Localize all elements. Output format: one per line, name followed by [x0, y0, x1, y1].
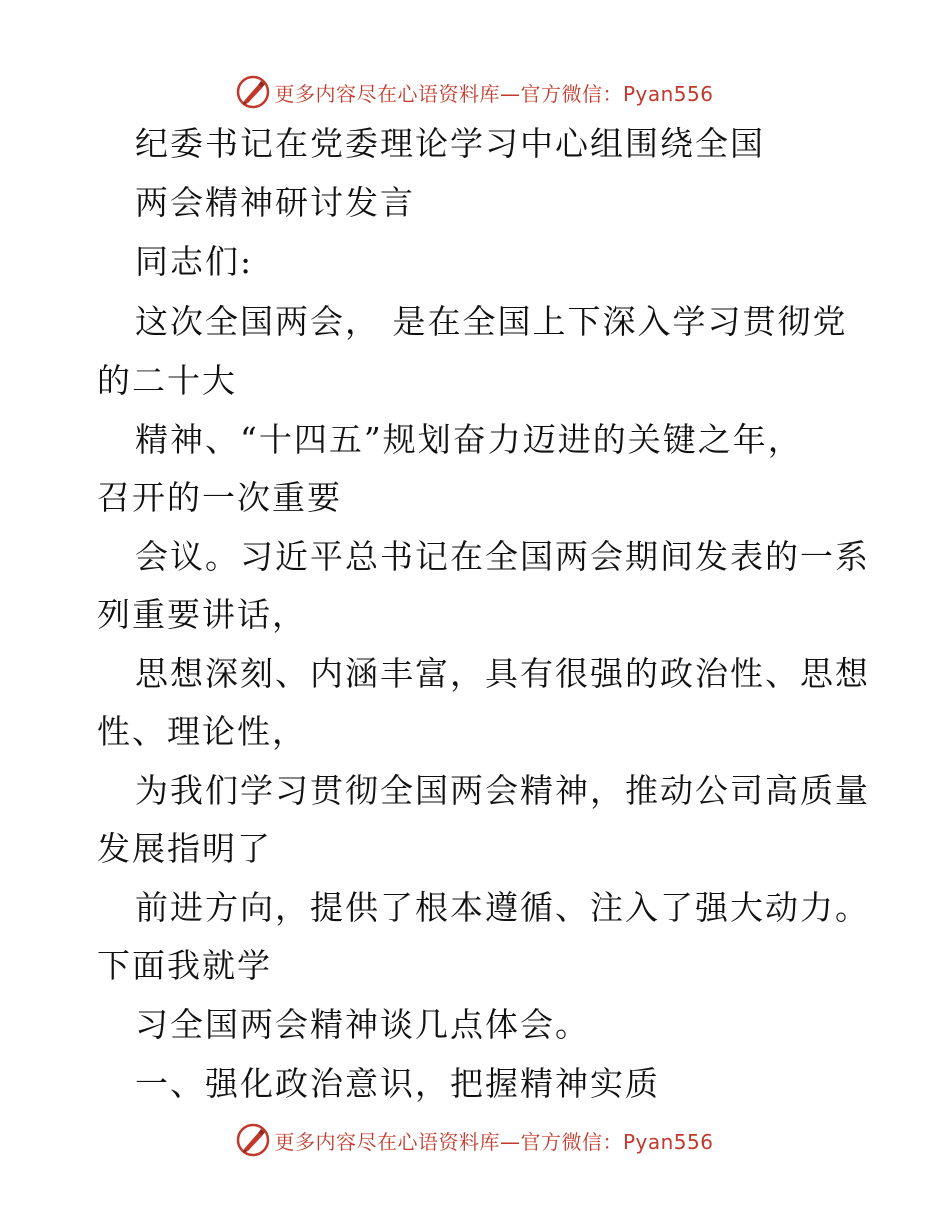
- text-line: 前进方向，提供了根本遵循、注入了强大动力。: [135, 888, 870, 927]
- watermark-text: 更多内容尽在心语资料库—官方微信：Pyan556: [274, 81, 714, 106]
- text-line: 习全国两会精神谈几点体会。: [135, 1005, 590, 1044]
- watermark-text: 更多内容尽在心语资料库—官方微信：Pyan556: [274, 1129, 714, 1154]
- footer-watermark: [0, 1120, 950, 1160]
- title-line-2: 两会精神研讨发言: [135, 183, 415, 222]
- text-line: 下面我就学: [97, 946, 272, 985]
- text-line: 性、理论性，: [97, 712, 307, 751]
- text-line: 这次全国两会， 是在全国上下深入学习贯彻党: [135, 302, 848, 341]
- text-line: 的二十大: [97, 361, 237, 400]
- text-line: 思想深刻、内涵丰富，具有很强的政治性、思想: [135, 654, 870, 693]
- text-line: 精神、“十四五”规划奋力迈进的关键之年，: [135, 420, 803, 459]
- salutation: 同志们:: [135, 242, 254, 281]
- title-line-1: 纪委书记在党委理论学习中心组围绕全国: [135, 124, 765, 163]
- text-line: 列重要讲话，: [97, 595, 307, 634]
- section-heading: 一、强化政治意识，把握精神实质: [135, 1064, 660, 1103]
- pen-logo-icon: [236, 75, 270, 109]
- text-line: 发展指明了: [97, 829, 272, 868]
- text-line: 会议。习近平总书记在全国两会期间发表的一系: [135, 537, 870, 576]
- header-watermark: [0, 72, 950, 112]
- text-line: 为我们学习贯彻全国两会精神，推动公司高质量: [135, 771, 870, 810]
- pen-logo-icon: [236, 1123, 270, 1157]
- text-line: 召开的一次重要: [97, 478, 342, 517]
